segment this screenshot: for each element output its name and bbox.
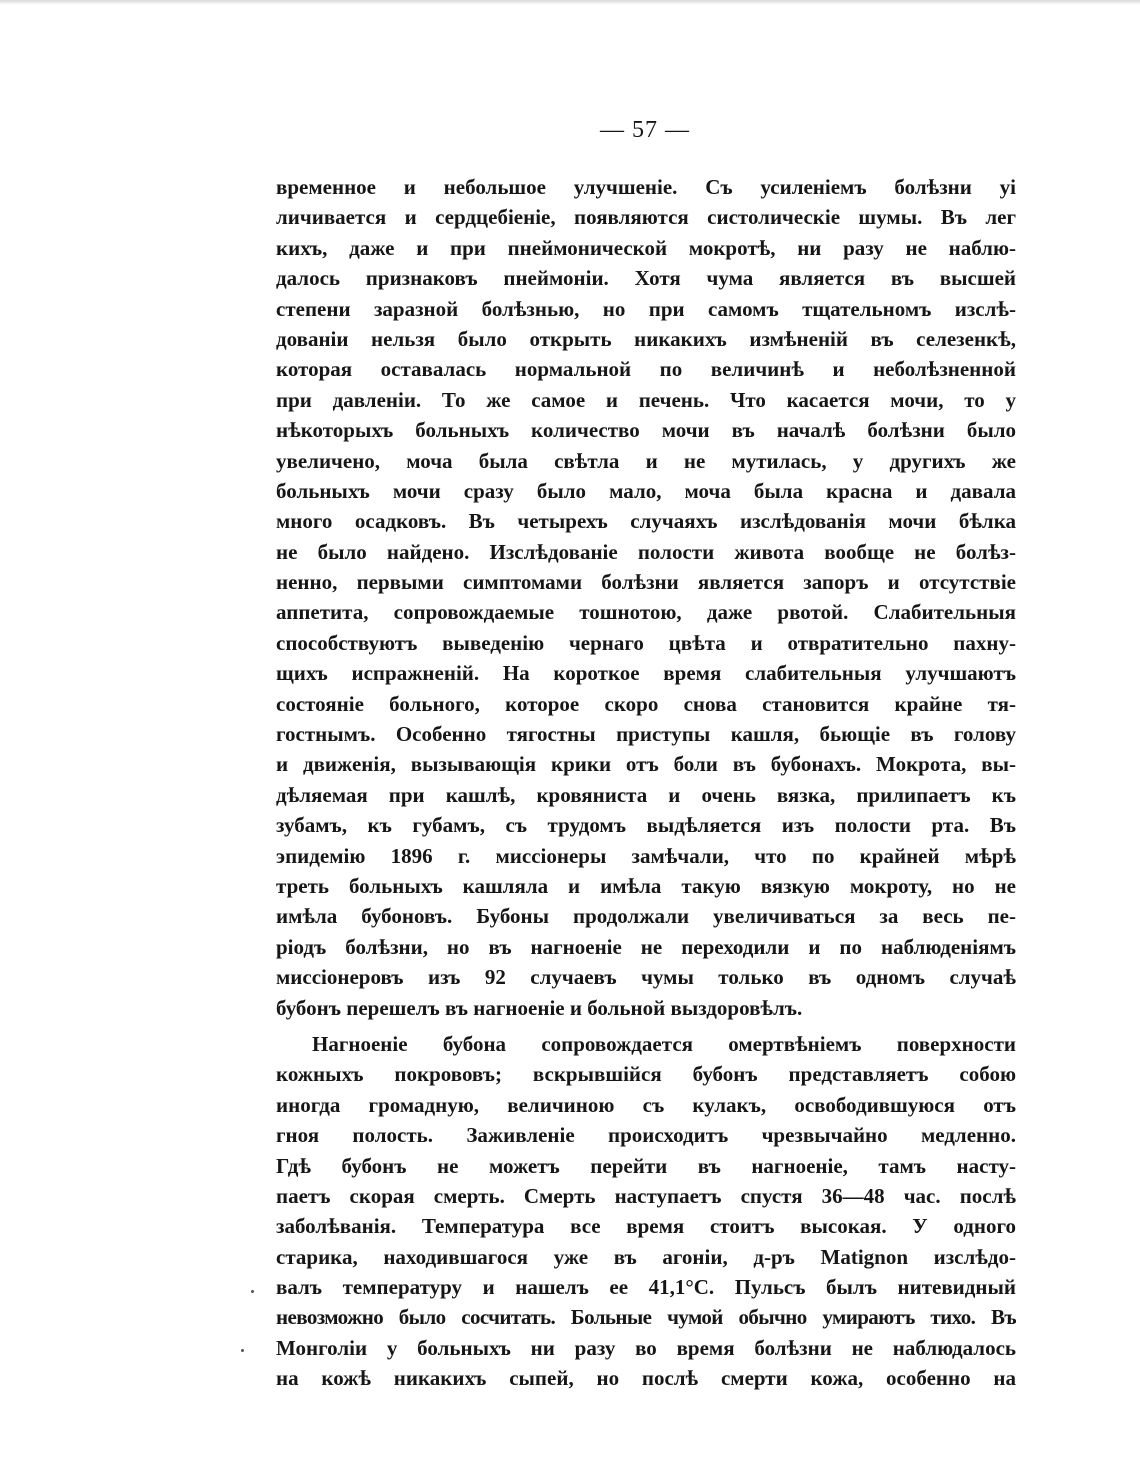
margin-speck: [241, 1349, 244, 1352]
text-line: Гдѣ бубонъ не можетъ перейти въ нагноеніе, тамъ насту-: [276, 1153, 1016, 1178]
text-line: щихъ испражненій. На короткое время слабительныя улучшаютъ: [276, 661, 1016, 686]
text-line: степени заразной болѣзнью, но при самомъ тщательномъ изслѣ-: [276, 296, 1016, 321]
text-line: дованіи нельзя было открыть никакихъ измѣненій въ селезенкѣ,: [276, 326, 1016, 351]
text-line: кожныхъ покрововъ; вскрывшійся бубонъ представляетъ собою: [276, 1062, 1016, 1087]
text-line: бубонъ перешелъ въ нагноеніе и больной выздоровѣлъ.: [276, 995, 803, 1020]
text-line: имѣла бубоновъ. Бубоны продолжали увеличиваться за весь пе-: [276, 904, 1016, 929]
text-line: невозможно было сосчитать. Больные чумой обычно умираютъ тихо. Въ: [276, 1305, 1016, 1330]
text-line: валъ температуру и нашелъ ее 41,1°С. Пульсъ былъ нитевидный: [276, 1275, 1016, 1300]
text-line: которая оставалась нормальной по величинѣ и неболѣзненной: [276, 357, 1016, 382]
text-line: паетъ скорая смерть. Смерть наступаетъ спустя 36—48 час. послѣ: [276, 1183, 1016, 1208]
text-line: аппетита, сопровождаемые тошнотою, даже рвотой. Слабительныя: [276, 600, 1016, 625]
scan-edge: [0, 0, 1140, 5]
text-line: гноя полость. Заживленіе происходитъ чрезвычайно медленно.: [276, 1123, 1016, 1148]
text-line: личивается и сердцебіеніе, появляются систолическіе шумы. Въ лег: [276, 205, 1016, 230]
text-line: состояніе больного, которое скоро снова становится крайне тя-: [276, 691, 1016, 716]
text-line: Нагноеніе бубона сопровождается омертвѣніемъ поверхности: [312, 1031, 1016, 1056]
text-line: эпидемію 1896 г. миссіонеры замѣчали, что по крайней мѣрѣ: [276, 843, 1016, 868]
text-line: и движенія, вызывающія крики отъ боли въ бубонахъ. Мокрота, вы-: [276, 752, 1016, 777]
page-number: — 57 —: [600, 117, 690, 143]
page-body: [276, 172, 1016, 1394]
text-line: ріодъ болѣзни, но въ нагноеніе не переходили и по наблюденіямъ: [276, 934, 1016, 959]
text-line: иногда громадную, величиною съ кулакъ, освободившуюся отъ: [276, 1092, 1016, 1117]
text-line: не было найдено. Изслѣдованіе полости живота вообще не болѣз-: [276, 539, 1016, 564]
text-line: увеличено, моча была свѣтла и не мутилась, у другихъ же: [276, 448, 1016, 473]
text-line: старика, находившагося уже въ агоніи, д-ръ Matignon изслѣдо-: [276, 1244, 1016, 1269]
text-line: много осадковъ. Въ четырехъ случаяхъ изслѣдованія мочи бѣлка: [276, 509, 1016, 534]
text-line: Монголіи у больныхъ ни разу во время болѣзни не наблюдалось: [276, 1335, 1016, 1360]
text-line: миссіонеровъ изъ 92 случаевъ чумы только въ одномъ случаѣ: [276, 965, 1016, 990]
paragraph-1: [276, 172, 1016, 1023]
text-line: ненно, первыми симптомами болѣзни является запоръ и отсутствіе: [276, 570, 1016, 595]
text-line: временное и небольшое улучшеніе. Съ усиленіемъ болѣзни уі: [276, 175, 1016, 199]
text-line: способствуютъ выведенію чернаго цвѣта и отвратительно пахну-: [276, 630, 1016, 655]
text-line: треть больныхъ кашляла и имѣла такую вязкую мокроту, но не: [276, 873, 1016, 898]
text-line: далось признаковъ пнеймоніи. Хотя чума является въ высшей: [276, 266, 1016, 291]
text-line: кихъ, даже и при пнеймонической мокротѣ, ни разу не наблю-: [276, 235, 1016, 260]
paragraph-2: [276, 1029, 1016, 1394]
margin-speck: [251, 1290, 254, 1293]
text-line: нѣкоторыхъ больныхъ количество мочи въ началѣ болѣзни было: [276, 418, 1016, 443]
text-line: больныхъ мочи сразу было мало, моча была красна и давала: [276, 478, 1016, 503]
text-line: заболѣванія. Температура все время стоитъ высокая. У одного: [276, 1214, 1016, 1239]
text-line: при давленіи. То же самое и печень. Что касается мочи, то у: [276, 387, 1016, 412]
text-line: на кожѣ никакихъ сыпей, но послѣ смерти кожа, особенно на: [276, 1366, 1016, 1391]
text-line: гостнымъ. Особенно тягостны приступы кашля, бьющіе въ голову: [276, 722, 1016, 747]
text-line: дѣляемая при кашлѣ, кровяниста и очень вязка, прилипаетъ къ: [276, 782, 1016, 807]
text-line: зубамъ, къ губамъ, съ трудомъ выдѣляется изъ полости рта. Въ: [276, 813, 1016, 838]
